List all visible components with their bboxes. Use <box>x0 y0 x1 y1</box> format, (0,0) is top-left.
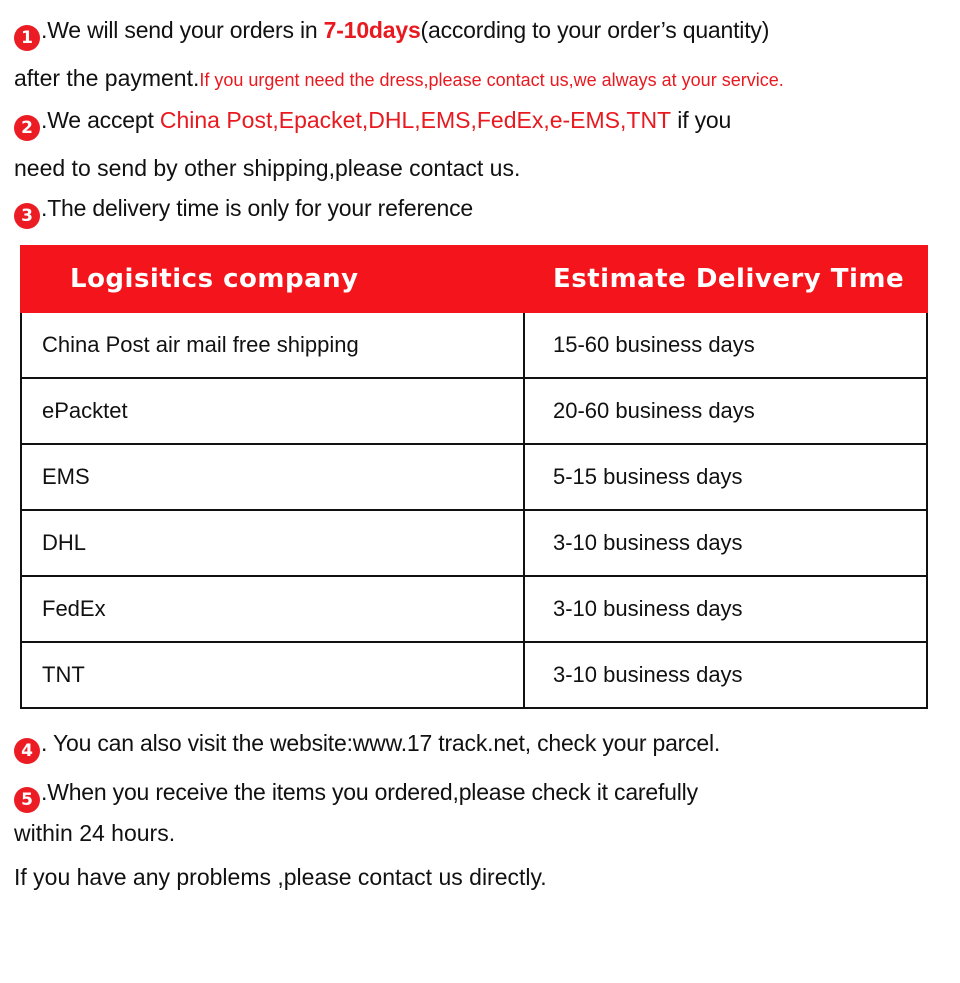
bullet-5: 5 <box>14 787 40 813</box>
paragraph-4 <box>14 727 944 764</box>
bullet-1: 1 <box>14 25 40 51</box>
paragraph-1-text-pre: .We will send your orders in <box>41 17 324 43</box>
table-cell-time: 3-10 business days <box>524 510 927 576</box>
table-cell-time: 3-10 business days <box>524 576 927 642</box>
table-cell-time: 5-15 business days <box>524 444 927 510</box>
table-row <box>21 510 927 576</box>
bullet-4: 4 <box>14 738 40 764</box>
paragraph-5-line3: If you have any problems ,please contact us directly. <box>14 864 547 890</box>
table-row <box>21 378 927 444</box>
paragraph-5-text: .When you receive the items you ordered,please check it carefully <box>41 779 698 805</box>
paragraph-4-text: . You can also visit the website:www.17 track.net, check your parcel. <box>41 730 721 756</box>
table-header-delivery-time: Estimate Delivery Time <box>524 246 927 312</box>
table-cell-company: FedEx <box>21 576 524 642</box>
table-header-row <box>21 246 927 312</box>
table-row <box>21 312 927 378</box>
logistics-table <box>20 245 928 709</box>
paragraph-2-text-post: if you <box>671 107 732 133</box>
table-row <box>21 642 927 708</box>
bullet-3: 3 <box>14 203 40 229</box>
table-cell-time: 20-60 business days <box>524 378 927 444</box>
paragraph-1-text-post: (according to your order’s quantity) <box>420 17 770 43</box>
table-header-company: Logisitics company <box>21 246 524 312</box>
paragraph-1-line2-note: If you urgent need the dress,please contact us,we always at your service. <box>199 70 784 90</box>
paragraph-1-line2 <box>14 60 944 98</box>
table-cell-time: 3-10 business days <box>524 642 927 708</box>
paragraph-5 <box>14 776 944 813</box>
table-cell-time: 15-60 business days <box>524 312 927 378</box>
paragraph-2 <box>14 104 944 141</box>
table-cell-company: DHL <box>21 510 524 576</box>
table-row <box>21 444 927 510</box>
paragraph-3 <box>14 192 944 229</box>
table-cell-company: China Post air mail free shipping <box>21 312 524 378</box>
paragraph-2-text-pre: .We accept <box>41 107 160 133</box>
paragraph-2-carriers: China Post,Epacket,DHL,EMS,FedEx,e-EMS,TNT <box>159 107 672 133</box>
paragraph-5-line2: within 24 hours. <box>14 820 176 846</box>
paragraph-3-text: .The delivery time is only for your reference <box>41 195 474 221</box>
table-cell-company: TNT <box>21 642 524 708</box>
paragraph-1-line2-pre: after the payment. <box>14 65 200 91</box>
table-cell-company: EMS <box>21 444 524 510</box>
paragraph-2-line2: need to send by other shipping,please contact us. <box>14 155 521 181</box>
paragraph-1 <box>14 14 944 51</box>
table-cell-company: ePacktet <box>21 378 524 444</box>
table-row <box>21 576 927 642</box>
bullet-2: 2 <box>14 115 40 141</box>
paragraph-1-highlight: 7-10days <box>323 17 421 43</box>
